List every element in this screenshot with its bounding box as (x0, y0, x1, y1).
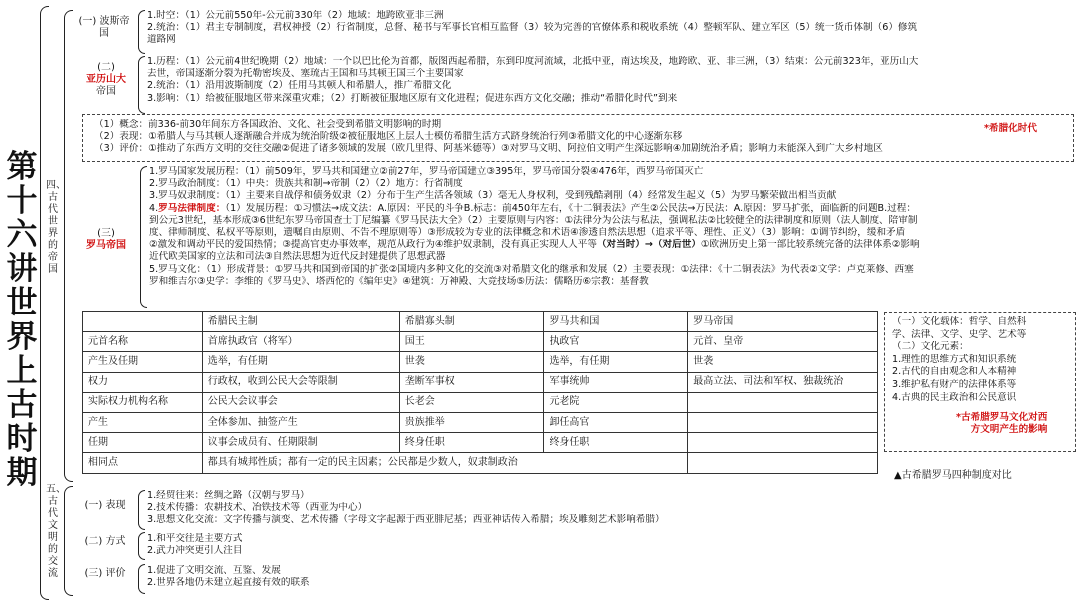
alexander-label-num: (二) (97, 62, 115, 73)
table-caption: ▲古希腊罗马四种制度对比 (894, 470, 1012, 481)
exchange-line: 3.思想文化交流：文字传播与演变、艺术传播（字母文字起源于西亚腓尼基；西亚神话传入希腊；埃及雕刻艺术影响希腊） (147, 514, 665, 526)
rome-line-bold: （对当时）→（对后世） (596, 239, 701, 251)
section5-brace (64, 486, 73, 596)
exchange-label-2: (二) 方式 (84, 536, 126, 547)
persia-line: 2.统治：（1）君主专制制度，君权神授（2）行省制度，总督、秘书与军事长官相互监督（3）较为完善的官僚体系和税收系统（4）整顿军队、建立军区（5）统一货币体制（6）修筑 (147, 22, 918, 34)
table-row (83, 332, 878, 352)
rome-law-text: （1）发展历程：①习惯法→成文法：A.原因：平民的斗争B.标志：前450年左右，《十二铜表法》产生②公民法→万民法：A.原因：罗马扩张，面临新的问题B.过程： (225, 202, 916, 214)
page-title: 第十六讲 世界上古时期 (6, 149, 38, 491)
culture-line: 学、法律、文学、史学、艺术等 (892, 328, 1027, 340)
hellenistic-note: *希腊化时代 (984, 123, 1037, 134)
exchange-content-1 (147, 490, 907, 527)
rome-law-red: 罗马法律制度： (158, 202, 226, 214)
rome-line-text: ②激发和调动平民的爱国热情；③提高官吏办事效率，规范从政行为④维护奴隶制，没有真正实现人人平等 (149, 239, 597, 251)
table-cell: 元老院 (544, 392, 688, 412)
table-cell: 产生及任期 (83, 352, 203, 372)
exchange-brace-3 (138, 564, 145, 594)
rome-line: 到公元3世纪，基本形成③6世纪东罗马帝国查士丁尼编纂《罗马民法大全》（2）主要原则与内容：①法律分为公法与私法，强调私法②比较健全的法律制度和原则（法人制度、陪审制 (149, 214, 918, 226)
rome-content (149, 166, 1074, 288)
table-cell: 任期 (83, 433, 203, 453)
rome-label-num: (三) (97, 228, 115, 239)
table-cell: 元首、皇帝 (688, 332, 878, 352)
table-header-cell: 希腊民主制 (202, 312, 399, 332)
exchange-brace-1 (138, 490, 145, 530)
culture-side-content (892, 316, 1072, 404)
persia-content (147, 10, 1072, 47)
persia-line: 1.时空：（1）公元前550年-公元前330年（2）地域：地跨欧亚非三洲 (147, 10, 444, 21)
hellenistic-line: （3）评价：①推动了东西方文明的交往交融②促进了诸多领域的发展（欧几里得、阿基米德等）③对罗马文明、阿拉伯文明产生深远影响④加剧统治矛盾；影响力未能深入到广大乡村地区 (94, 143, 883, 155)
alexander-line: 3.影响：（1）给被征服地区带来深重灾难；（2）打断被征服地区原有文化进程；促进东西方文化交融；推动“希腊化时代”到来 (147, 92, 678, 104)
table-header-row (83, 312, 878, 332)
table-header-cell: 罗马帝国 (688, 312, 878, 332)
rome-line-tail: ①欧洲历史上第一部比较系统完备的法律体系②影响 (700, 239, 920, 251)
table-cell: 军事统帅 (544, 372, 688, 392)
rome-line: 罗和维吉尔③史学：李维的《罗马史》、塔西佗的《编年史》④建筑：万神殿、大竞技场⑤历法：儒略历⑥宗教：基督教 (149, 275, 649, 287)
table-cell (688, 433, 878, 453)
table-row (83, 433, 878, 453)
section5-label: 五、古代文明的交流 (46, 484, 66, 579)
exchange-line: 2.技术传播：农耕技术、冶铁技术等（西亚为中心） (147, 502, 368, 514)
section4-label: 四、古代世界的帝国 (46, 180, 66, 275)
alexander-content (147, 56, 1072, 105)
exchange-line: 1.经贸往来：丝绸之路（汉朝与罗马） (147, 490, 310, 501)
exchange-content-2 (147, 533, 547, 557)
table-cell: 公民大会议事会 (202, 392, 399, 412)
table-row (83, 412, 878, 432)
rome-brace (140, 166, 147, 308)
exchange-label-3: (三) 评价 (84, 568, 126, 579)
rome-line: 3.罗马奴隶制度：（1）主要来自战俘和债务奴隶（2）分布于生产生活各领域（3）毫无人身权利，受到残酷剥削（4）经常发生起义（5）为罗马繁荣做出相当贡献 (149, 190, 837, 202)
table-cell: 选举，有任期 (544, 352, 688, 372)
culture-line: 3.维护私有财产的法律体系等 (892, 378, 1017, 390)
table-header-cell: 罗马共和国 (544, 312, 688, 332)
table-row (83, 392, 878, 412)
table-cell: 世袭 (688, 352, 878, 372)
rome-line: 2.罗马政治制度：（1）中央：贵族共和制→帝制（2）（2）地方：行省制度 (149, 178, 463, 190)
hellenistic-line: （1）概念：前336-前30年间东方各国政治、文化、社会受到希腊文明影响的时期 (94, 119, 442, 130)
alexander-brace (138, 56, 145, 114)
exchange-brace-2 (138, 532, 145, 560)
culture-note-line: *古希腊罗马文化对西 (956, 412, 1048, 423)
table-cell: 世袭 (399, 352, 544, 372)
persia-line: 道路网 (147, 34, 176, 46)
culture-note (956, 412, 1047, 437)
table-row (83, 372, 878, 392)
table-cell: 实际权力机构名称 (83, 392, 203, 412)
table-header-cell: 希腊寡头制 (399, 312, 544, 332)
hellenistic-line: （2）表现：①希腊人与马其顿人逐渐融合并成为统治阶级②被征服地区上层人士模仿希腊生活方式跻身统治行列③希腊文化的中心逐渐东移 (94, 131, 683, 143)
table-cell (688, 453, 878, 473)
table-row (83, 352, 878, 372)
alexander-line: 1.历程：（1）公元前4世纪晚期（2）地域：一个以巴比伦为首都，版图西起希腊，东到印度河流域，北抵中亚，南达埃及，地跨欧、亚、非三洲，（3）结束：公元前323年，亚历山大 (147, 56, 919, 67)
persia-brace (138, 10, 145, 54)
exchange-content-3 (147, 565, 547, 589)
table-cell: 产生 (83, 412, 203, 432)
table-cell: 首席执政官（将军） (202, 332, 399, 352)
table-cell: 国王 (399, 332, 544, 352)
alexander-label (78, 62, 134, 98)
alexander-line: 2.统治：（1）沿用波斯制度（2）任用马其顿人和希腊人，推广希腊文化 (147, 80, 452, 92)
exchange-line: 1.促进了文明交流、互鉴、发展 (147, 565, 281, 576)
table-cell: 都具有城邦性质；都有一定的民主因素；公民都是少数人，奴隶制政治 (202, 453, 687, 473)
table-row (83, 453, 878, 473)
table-cell: 最高立法、司法和军权、独裁统治 (688, 372, 878, 392)
alexander-label-tail: 帝国 (96, 86, 116, 97)
exchange-line: 1.和平交往是主要方式 (147, 533, 243, 544)
comparison-table (82, 311, 878, 474)
table-header-cell (83, 312, 203, 332)
persia-label: (一) 波斯帝国 (78, 16, 130, 39)
alexander-label-red: 亚历山大 (86, 74, 126, 85)
hellenistic-content (94, 119, 974, 156)
exchange-line: 2.武力冲突更引人注目 (147, 545, 243, 557)
culture-line: （二）文化元素： (892, 341, 969, 353)
table-cell: 终身任职 (399, 433, 544, 453)
rome-influence-line (149, 239, 1074, 251)
table-cell: 议事会成员有、任期限制 (202, 433, 399, 453)
table-cell: 选举，有任期 (202, 352, 399, 372)
section4-brace (64, 10, 73, 482)
exchange-line: 2.世界各地仍未建立起直接有效的联系 (147, 577, 310, 589)
rome-label (78, 228, 134, 252)
culture-line: 1.理性的思维方式和知识系统 (892, 353, 1017, 365)
rome-law-line (149, 203, 1074, 215)
table-cell: 终身任职 (544, 433, 688, 453)
table-cell: 相同点 (83, 453, 203, 473)
culture-line: 4.古典的民主政治和公民意识 (892, 391, 1017, 403)
culture-note-line: 方文明产生的影响 (970, 424, 1048, 436)
table-cell: 元首名称 (83, 332, 203, 352)
rome-line: 度、律师制度、私权平等原则，遗嘱自由原则、不告不理原则等）③形成较为专业的法律概念和术语④渗透自然法思想（追求平等、理性、正义）（3）影响：①调节纠纷，缓和矛盾 (149, 227, 906, 239)
table-cell (688, 412, 878, 432)
table-cell: 全体参加、抽签产生 (202, 412, 399, 432)
table-cell: 垄断军事权 (399, 372, 544, 392)
rome-label-red: 罗马帝国 (86, 240, 126, 251)
table-cell: 执政官 (544, 332, 688, 352)
table-cell: 行政权，收到公民大会等限制 (202, 372, 399, 392)
culture-line: 2.古代的自由观念和人本精神 (892, 366, 1017, 378)
rome-line: 1.罗马国家发展历程：（1）前509年，罗马共和国建立②前27年，罗马帝国建立③395年，罗马帝国分裂④476年，西罗马帝国灭亡 (149, 166, 704, 177)
table-cell (688, 392, 878, 412)
alexander-line: 去世，帝国逐渐分裂为托勒密埃及、塞琉古王国和马其顿王国三个主要国家 (147, 68, 464, 80)
table-cell: 权力 (83, 372, 203, 392)
table-cell: 长老会 (399, 392, 544, 412)
exchange-label-1: (一) 表现 (84, 500, 126, 511)
culture-line: （一）文化载体：哲学、自然科 (892, 316, 1027, 327)
rome-line: 5.罗马文化：（1）形成背景：①罗马共和国到帝国的扩张②国境内多种文化的交流③对希腊文化的继承和发展（2）主要表现：①法律：《十二铜表法》为代表②文学：卢克莱修、西塞 (149, 263, 914, 275)
rome-line: 近代欧美国家的立法和司法③自然法思想为近代反封建提供了思想武器 (149, 251, 446, 263)
rome-law-lead: 4. (149, 202, 159, 214)
table-cell: 贵族推举 (399, 412, 544, 432)
table-cell: 卸任高官 (544, 412, 688, 432)
